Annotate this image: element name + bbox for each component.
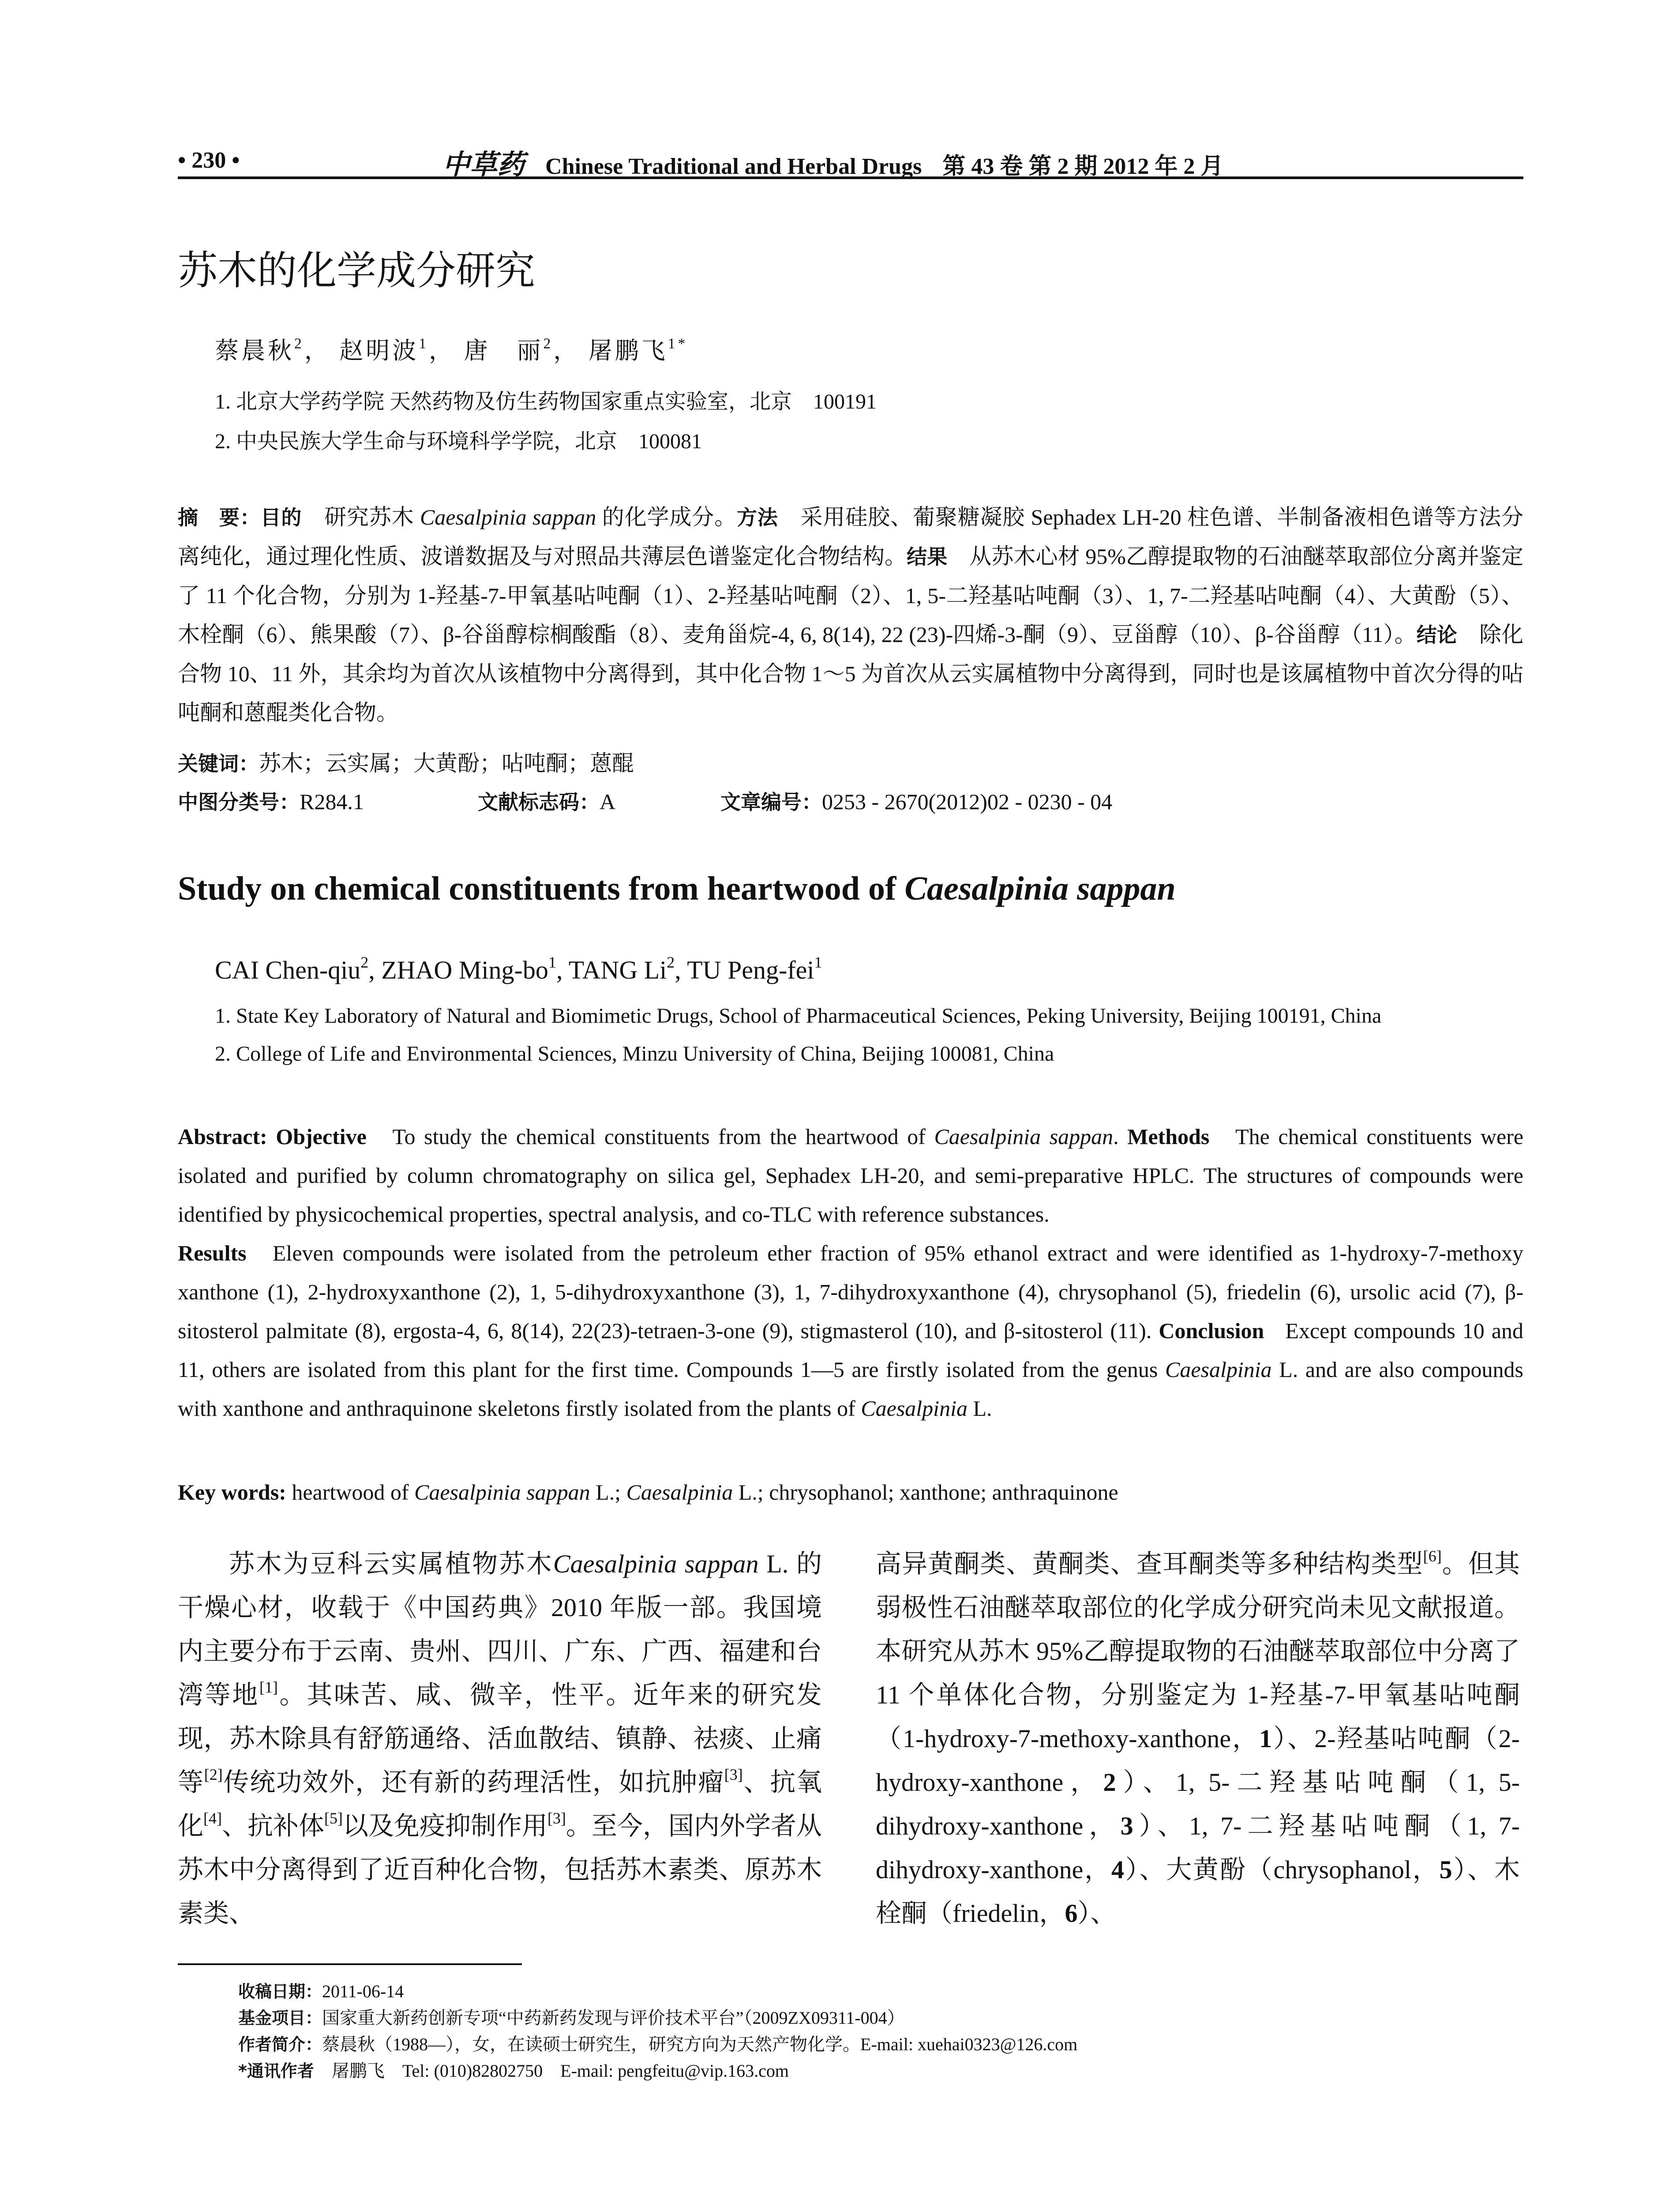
body-text: ）、木栓酮（friedelin， bbox=[876, 1855, 1520, 1928]
objective-en-text: . bbox=[1113, 1124, 1119, 1149]
objective-text: 研究苏木 bbox=[302, 505, 420, 529]
abstract-en-label: Abstract: bbox=[178, 1124, 267, 1149]
footnote-label: 基金项目： bbox=[238, 2008, 322, 2028]
citation-ref: [6] bbox=[1423, 1547, 1442, 1565]
compound-number: 3 bbox=[1120, 1812, 1133, 1840]
results-text: 从苏木心材 95%乙醇提取物的石油醚萃取部位分离并鉴定了 11 个化合物，分别为 1-羟基-7-甲氧基呫吨酮（1）、2-羟基呫吨酮（2）、1, 5-二羟基呫吨酮（3）、1, 7-二羟基呫吨酮（4）、大黄酚（5）、木栓酮（6）、熊果酸（7）、β-谷甾醇棕榈酸酯（8）、麦角甾烷-4, 6, 8(14), 22 (23)-四烯-3-酮（9）、豆甾醇（10）、β-谷甾醇（11）。 bbox=[178, 544, 1524, 647]
objective-en-label: Objective bbox=[276, 1124, 367, 1149]
author-name: 赵明波 bbox=[339, 338, 419, 364]
clc-code bbox=[178, 783, 364, 821]
conclusion-label: 结论 bbox=[1416, 623, 1457, 647]
compound-number: 2 bbox=[1103, 1768, 1116, 1797]
citation-ref: [2] bbox=[204, 1765, 223, 1783]
affiliation-en-1: 1. State Key Laboratory of Natural and Biomimetic Drugs, School of Pharmaceutical Sciences, Peking University, Beijing 100191, China bbox=[215, 1004, 1382, 1028]
results-label: 结果 bbox=[907, 545, 948, 569]
body-text: 。至今，国内外学者从苏木中分离得到了近百种化合物，包括苏木素类、原苏木素类、 bbox=[178, 1812, 822, 1928]
keywords-text: 苏木；云实属；大黄酚；呫吨酮；蒽醌 bbox=[259, 751, 634, 776]
conclusion-en-text: L. and are also compounds with xanthone and anthraquinone skeletons firstly isolated from the plants of bbox=[178, 1357, 1523, 1421]
journal-name-cn: 中草药 bbox=[442, 148, 525, 180]
footnote-correspondence bbox=[238, 2056, 789, 2086]
article-value: 0253 - 2670(2012)02 - 0230 - 04 bbox=[822, 789, 1113, 814]
results-en-label: Results bbox=[178, 1241, 247, 1265]
keywords-cn bbox=[178, 745, 634, 782]
author-affil-sup: 2 bbox=[667, 953, 675, 971]
body-text: ）、大黄酚（chrysophanol， bbox=[1124, 1855, 1440, 1884]
genus-name: Caesalpinia bbox=[1165, 1357, 1272, 1382]
body-text: L. 的干燥心材，收载于《中国药典》2010 年版一部。我国境内主要分布于云南、贵州、四川、广东、广西、福建和台湾等地 bbox=[178, 1549, 822, 1709]
body-text: 。但其弱极性石油醚萃取部位的化学成分研究尚未见文献报道。本研究从苏木 95%乙醇提取物的石油醚萃取部位中分离了 11 个单体化合物，分别鉴定为 1-羟基-7-甲氧基呫吨酮（1-hydroxy-7-methoxy-xanthone， bbox=[876, 1549, 1520, 1753]
body-text: 高异黄酮类、黄酮类、查耳酮类等多种结构类型 bbox=[876, 1549, 1423, 1578]
footnote-text: 蔡晨秋（1988—），女，在读硕士研究生，研究方向为天然产物化学。E-mail: xuehai0323@126.com bbox=[322, 2034, 1078, 2054]
footnote-label: *通讯作者 bbox=[238, 2061, 314, 2081]
page-number: • 230 • bbox=[178, 148, 240, 173]
author-affil-sup: 1 bbox=[814, 953, 822, 971]
journal-title bbox=[442, 141, 1223, 188]
methods-text: 采用硅胶、葡聚糖凝胶 Sephadex LH-20 柱色谱、半制备液相色谱等方法分离纯化，通过理化性质、波谱数据及与对照品共薄层色谱鉴定化合物结构。 bbox=[178, 505, 1524, 569]
issue-info: 第 43 卷 第 2 期 2012 年 2 月 bbox=[942, 154, 1224, 179]
author-affil-sup: 2 bbox=[543, 335, 554, 352]
author-name-en: TANG Li bbox=[568, 956, 667, 984]
species-name: Caesalpinia sappan bbox=[414, 1480, 590, 1504]
keywords-en-label: Key words: bbox=[178, 1480, 286, 1504]
body-column-left bbox=[178, 1542, 822, 1935]
methods-label: 方法 bbox=[736, 506, 778, 529]
author-name-en: TU Peng-fei bbox=[687, 956, 814, 984]
article-label: 文章编号： bbox=[720, 790, 822, 814]
footnote-label: 作者简介： bbox=[238, 2035, 322, 2054]
keywords-en bbox=[178, 1474, 1118, 1511]
methods-en-text: The chemical constituents were isolated and purified by column chromatography on silica gel, Sephadex LH-20, and semi-preparative HPLC. The structures of compounds were identified by physicochemical properties, spectral analysis, and co-TLC with reference substances. bbox=[178, 1124, 1524, 1227]
header-rule bbox=[178, 176, 1523, 179]
clc-label: 中图分类号： bbox=[178, 790, 300, 814]
keywords-en-text: L.; chrysophanol; xanthone; anthraquinone bbox=[733, 1480, 1118, 1504]
title-en-species: Caesalpinia sappan bbox=[904, 870, 1176, 907]
abstract-cn bbox=[178, 498, 1523, 732]
citation-ref: [3] bbox=[547, 1809, 566, 1827]
article-title-cn: 苏木的化学成分研究 bbox=[178, 248, 535, 294]
author-affil-sup: 1* bbox=[668, 335, 688, 352]
abstract-label: 摘 要： bbox=[178, 506, 261, 529]
doc-label: 文献标志码： bbox=[478, 790, 600, 814]
body-text: 。其味苦、咸、微辛，性平。近年来的研究发现，苏木除具有舒筋通络、活血散结、镇静、祛痰、止痛等 bbox=[178, 1681, 822, 1797]
compound-number: 1 bbox=[1259, 1724, 1272, 1753]
body-text: 以及免疫抑制作用 bbox=[342, 1812, 548, 1840]
running-header bbox=[178, 141, 1523, 181]
body-text: ）、 bbox=[1077, 1899, 1116, 1928]
footnote-author bbox=[238, 2030, 1077, 2060]
results-en-text: Eleven compounds were isolated from the petroleum ether fraction of 95% ethanol extract and were identified as 1-hydroxy-7-methoxy xanthone (1), 2-hydroxyxanthone (2), 1, 5-dihydroxyxanthone (3), 1, 7-dihydroxyxanthone (4), chrysophanol (5), friedelin (6), ursolic acid (7), β-sitosterol palmitate (8), ergosta-4, 6, 8(14), 22(23)-tetraen-3-one (9), stigmasterol (10), and β-sitosterol (11). bbox=[178, 1241, 1523, 1343]
species-name: Caesalpinia sappan bbox=[934, 1124, 1114, 1149]
conclusion-text: 除化合物 10、11 外，其余均为首次从该植物中分离得到，其中化合物 1～5 为首次从云实属植物中分离得到，同时也是该属植物中首次分得的呫吨酮和蒽醌类化合物。 bbox=[178, 622, 1524, 725]
genus-name: Caesalpinia bbox=[626, 1480, 733, 1504]
citation-ref: [5] bbox=[324, 1809, 343, 1827]
body-text: ）、1, 5-二羟基呫吨酮（1, 5-dihydroxy-xanthone， bbox=[876, 1768, 1520, 1840]
species-name: Caesalpinia sappan bbox=[553, 1549, 759, 1578]
title-en-text: Study on chemical constituents from heartwood of bbox=[178, 870, 905, 907]
authors-cn: 蔡晨秋$^2$， 赵明波$^1$， 唐 丽$^2$， 屠鹏飞$^{1*}$ bbox=[215, 335, 688, 364]
keywords-en-text: heartwood of bbox=[292, 1480, 414, 1504]
objective-text: 的化学成分。 bbox=[596, 505, 737, 529]
species-name: Caesalpinia sappan bbox=[420, 505, 596, 529]
author-affil-sup: 2 bbox=[360, 953, 369, 971]
footnote-label: 收稿日期： bbox=[238, 1982, 322, 2001]
body-text: 、抗补体 bbox=[221, 1812, 324, 1840]
doc-value: A bbox=[600, 789, 616, 814]
genus-name: Caesalpinia bbox=[861, 1396, 968, 1421]
footnote-text: 国家重大新药创新专项“中药新药发现与评价技术平台”（2009ZX09311-004） bbox=[322, 2008, 905, 2028]
body-text: 苏木为豆科云实属植物苏木 bbox=[229, 1549, 553, 1578]
footnote-text: 屠鹏飞 Tel: (010)82802750 E-mail: pengfeitu@vip.163.com bbox=[314, 2061, 789, 2081]
conclusion-en-text: L. bbox=[967, 1396, 992, 1421]
author-affil-sup: 1 bbox=[419, 335, 429, 352]
body-text: 传统功效外，还有新的药理活性，如抗肿瘤 bbox=[222, 1768, 724, 1797]
footnote-text: 2011-06-14 bbox=[322, 1981, 404, 2001]
author-name-en: ZHAO Ming-bo bbox=[381, 956, 548, 984]
compound-number: 4 bbox=[1111, 1855, 1124, 1884]
conclusion-en-label: Conclusion bbox=[1159, 1318, 1264, 1343]
affiliation-en-2: 2. College of Life and Environmental Sciences, Minzu University of China, Beijing 100081, China bbox=[215, 1042, 1054, 1065]
keywords-en-text: L.; bbox=[590, 1480, 626, 1504]
methods-en-label: Methods bbox=[1127, 1124, 1210, 1149]
author-name: 屠鹏飞 bbox=[588, 338, 668, 364]
compound-number: 6 bbox=[1065, 1899, 1078, 1928]
body-column-right bbox=[876, 1542, 1520, 1935]
author-name-en: CAI Chen-qiu bbox=[215, 956, 361, 984]
author-affil-sup: 1 bbox=[548, 953, 556, 971]
article-number bbox=[720, 783, 1112, 821]
authors-en: CAI Chen-qiu$^2$, ZHAO Ming-$bo^1$, TANG Li$^2$, TU Peng-fei$^1$ bbox=[215, 953, 822, 984]
citation-ref: [3] bbox=[724, 1765, 743, 1783]
clc-value: R284.1 bbox=[300, 789, 364, 814]
body-text: ）、2-羟基呫吨酮（2-hydroxy-xanthone， bbox=[876, 1724, 1520, 1797]
footnote-rule bbox=[178, 1963, 522, 1965]
body-text: 、抗氧化 bbox=[178, 1768, 822, 1840]
conclusion-en-text: Except compounds 10 and 11, others are isolated from this plant for the first time. Compounds 1—5 are firstly isolated from the genus bbox=[178, 1318, 1524, 1382]
citation-ref: [4] bbox=[203, 1809, 222, 1827]
author-name: 唐 丽 bbox=[464, 338, 544, 364]
affiliation-cn-2: 2. 中央民族大学生命与环境科学学院，北京 100081 bbox=[215, 430, 702, 453]
classification-line bbox=[178, 783, 1523, 818]
objective-label: 目的 bbox=[260, 506, 302, 529]
keywords-label: 关键词： bbox=[178, 752, 259, 776]
article-title-en bbox=[178, 860, 1176, 917]
affiliation-cn-1: 1. 北京大学药学院 天然药物及仿生药物国家重点实验室，北京 100191 bbox=[215, 390, 877, 413]
compound-number: 5 bbox=[1439, 1855, 1452, 1884]
author-affil-sup: 2 bbox=[294, 335, 304, 352]
author-name: 蔡晨秋 bbox=[215, 338, 294, 364]
body-text: ）、1, 7-二羟基呫吨酮（1, 7-dihydroxy-xanthone， bbox=[876, 1812, 1520, 1884]
abstract-en bbox=[178, 1117, 1523, 1428]
citation-ref: [1] bbox=[259, 1678, 278, 1696]
doc-code bbox=[478, 783, 615, 821]
footnote-received bbox=[238, 1977, 404, 2007]
objective-en-text: To study the chemical constituents from the heartwood of bbox=[392, 1124, 934, 1149]
journal-name-en: Chinese Traditional and Herbal Drugs bbox=[545, 154, 922, 179]
footnote-fund bbox=[238, 2003, 905, 2033]
